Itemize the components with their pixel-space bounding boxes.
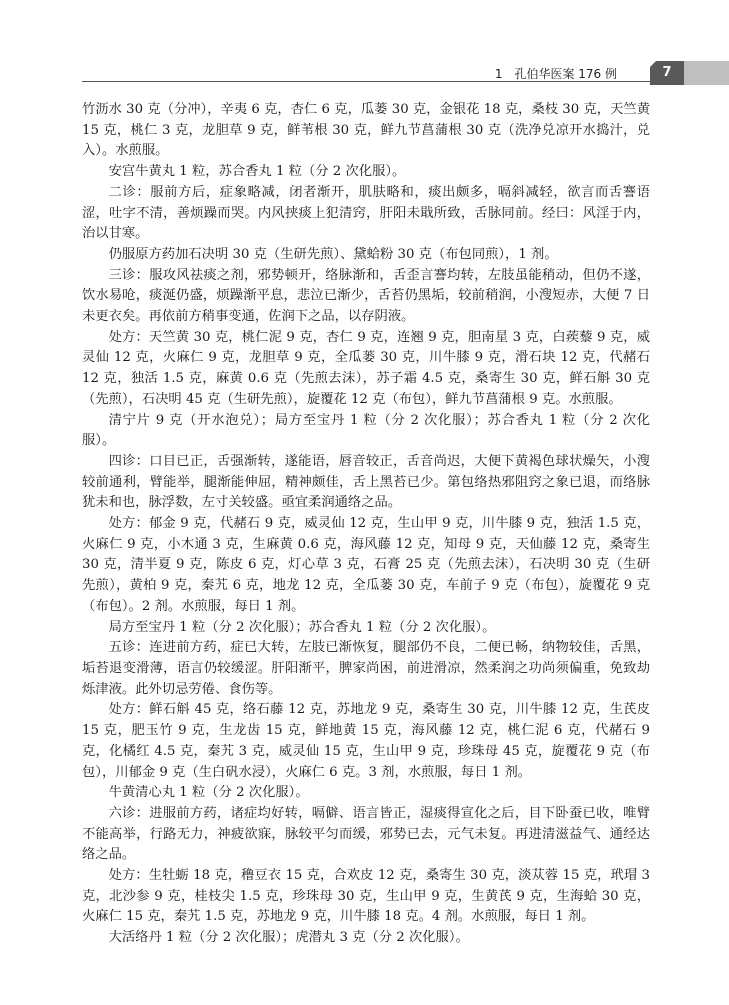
paragraph: 处方：郁金 9 克，代赭石 9 克，威灵仙 12 克，生山甲 9 克，川牛膝 9 克，独活 1.5 克，火麻仁 9 克，小木通 3 克，生麻黄 0.6 克，海风藤 12 克，知母 9 克，天仙藤 12 克，桑寄生 30 克，清半夏 9 克，陈皮 6 克，灯心草 3 克，石膏 25 克（先煎去沫），石决明 30 克（生研先煎），黄柏 9 克，秦艽 6 克，地龙 12 克，全瓜蒌 30 克，车前子 9 克（布包），旋覆花 9 克（布包）。2 剂。水煎服，每日 1 剂。 xyxy=(82,516,650,614)
paragraph: 清宁片 9 克（开水泡兑）；局方至宝丹 1 粒（分 2 次化服）；苏合香丸 1 粒（分 2 次化服）。 xyxy=(82,412,650,449)
paragraph: 局方至宝丹 1 粒（分 2 次化服）；苏合香丸 1 粒（分 2 次化服）。 xyxy=(108,619,496,635)
body-text xyxy=(82,100,650,949)
paragraph: 牛黄清心丸 1 粒（分 2 次化服）。 xyxy=(108,785,309,801)
paragraph: 四诊：口目已正，舌强渐转，遂能语，唇音较正，舌音尚迟，大便下黄褐色球状燥矢，小溲较前通利，臂能举，腿渐能伸屈，精神颇佳，舌上黑苔已少。第包络热邪阻窍之象已退，而络脉犹未和也，脉浮数，左寸关较盛。亟宜柔润通络之品。 xyxy=(82,453,650,511)
header-tab-light xyxy=(684,61,729,85)
running-header: 1 孔伯华医案 176 例 xyxy=(494,67,617,81)
paragraph: 二诊：服前方后，症象略减，闭者渐开，肌肤略和，痰出颇多，嗝斜减轻，欲言而舌謇语涩，吐字不清，善烦躁而哭。内风挟痰上犯清窍，肝阳未戢所致，舌脉同前。经曰：风淫于内，治以甘寒。 xyxy=(82,184,650,242)
paragraph: 处方：生牡蛎 18 克，穞豆衣 15 克，合欢皮 12 克，桑寄生 30 克，淡苁蓉 15 克，玳瑁 3 克，北沙参 9 克，桂枝尖 1.5 克，珍珠母 30 克，生山甲 9 克，生黄芪 9 克，生海蛤 30 克，火麻仁 15 克，秦艽 1.5 克，苏地龙 9 克，川牛膝 18 克。4 剂。水煎服，每日 1 剂。 xyxy=(82,868,650,925)
paragraph: 五诊：连进前方药，症已大转，左肢已渐恢复，腿部仍不良，二便已畅，纳物较佳，舌黑，垢苔退变滑薄，语言仍较缓涩。肝阳渐平，脾家尚困，前进滑凉，然柔润之功尚须偏重，免致劫烁津液。此外切忌劳倦、食伤等。 xyxy=(82,640,650,697)
paragraph: 处方：鲜石斛 45 克，络石藤 12 克，苏地龙 9 克，桑寄生 30 克，川牛膝 12 克，生芪皮 15 克，肥玉竹 9 克，生龙齿 15 克，鲜地黄 15 克，海风藤 12 克，桃仁泥 6 克，代赭石 9 克，化橘红 4.5 克，秦艽 3 克，威灵仙 15 克，生山甲 9 克，珍珠母 45 克，旋覆花 9 克（布包），川郁金 9 克（生白矾水浸），火麻仁 6 克。3 剂，水煎服，每日 1 剂。 xyxy=(82,702,650,780)
paragraph: 大活络丹 1 粒（分 2 次化服）；虎潜丸 3 克（分 2 次化服）。 xyxy=(108,930,469,946)
paragraph: 六诊：进服前方药，诸症均好转，嗝僻、语言皆正，湿痰得宣化之后，目下卧蚕已收，唯臂不能高举，行路无力，神疲欲寐，脉较平匀而缓，邪势已去，元气未复。再进清滋益气、通经达络之品。 xyxy=(82,805,650,863)
paragraph: 竹沥水 30 克（分冲），辛夷 6 克，杏仁 6 克，瓜蒌 30 克，金银花 18 克，桑枝 30 克，天竺黄 15 克，桃仁 3 克，龙胆草 9 克，鲜苇根 30 克，鲜九节菖蒲根 30 克（洗净兑凉开水捣汁，兑入）。水煎服。 xyxy=(82,102,650,159)
paragraph: 三诊：服攻风祛痰之剂，邪势顿开，络脉渐和，舌歪言謇均转，左肢虽能稍动，但仍不遂，饮水易呛，痰涎仍盛，烦躁渐平息，悲泣已渐少，舌苔仍黑垢，较前稍润，小溲短赤，大便 7 日未更衣矣。再依前方稍事变通，佐润下之品，以存阴液。 xyxy=(82,267,650,325)
paragraph: 安宫牛黄丸 1 粒，苏合香丸 1 粒（分 2 次化服）。 xyxy=(108,164,406,180)
paragraph: 处方：天竺黄 30 克，桃仁泥 9 克，杏仁 9 克，连翘 9 克，胆南星 3 克，白蒺藜 9 克，威灵仙 12 克，火麻仁 9 克，龙胆草 9 克，全瓜蒌 30 克，川牛膝 9 克，滑石块 12 克，代赭石 12 克，独活 1.5 克，麻黄 0.6 克（先煎去沫），苏子霜 4.5 克，桑寄生 30 克，鲜石斛 30 克（先煎），石决明 45 克（生研先煎），旋覆花 12 克（布包），鲜九节菖蒲根 9 克。水煎服。 xyxy=(82,329,650,407)
tab-corner-notch xyxy=(650,61,656,67)
paragraph: 仍服原方药加石决明 30 克（生研先煎）、黛蛤粉 30 克（布包同煎），1 剂。 xyxy=(108,246,558,262)
page-number: 7 xyxy=(662,65,672,80)
